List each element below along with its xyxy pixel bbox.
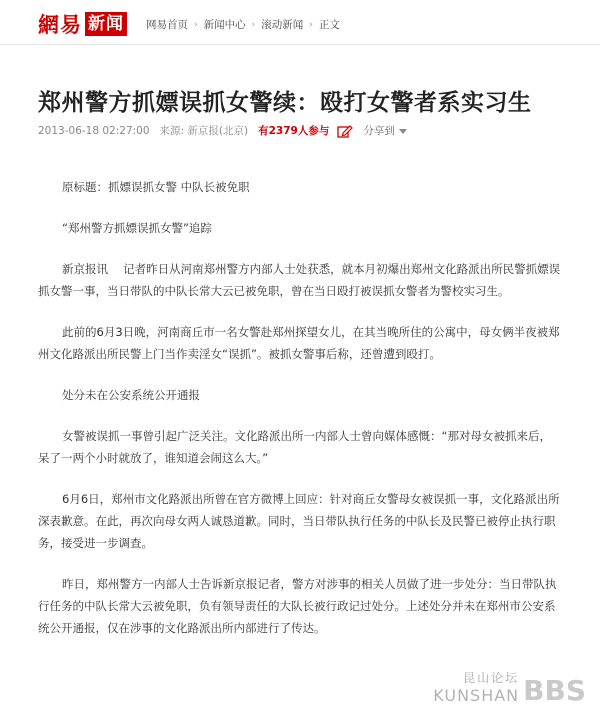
article-meta [38, 123, 407, 138]
logo-netease: 網易 [38, 12, 82, 37]
article-title: 郑州警方抓嫖误抓女警续：殴打女警者系实习生 [38, 89, 532, 116]
netease-news-logo[interactable] [38, 9, 127, 39]
logo-news: 新闻 [85, 12, 127, 36]
article-source[interactable]: 来源: 新京报(北京) [159, 125, 249, 137]
caret-down-icon [399, 129, 407, 134]
paragraph: 6月6日，郑州市文化路派出所曾在官方微博上回应：针对商丘女警母女被误抓一事，文化路派出所深表歉意。在此，再次向母女两人诚恳道歉。同时，当日带队执行任务的中队长及民警已被停止执行职务，接受进一步调查。 [38, 492, 560, 550]
watermark-text [433, 669, 519, 705]
breadcrumb-separator: › [251, 19, 256, 30]
participant-count[interactable]: 有2379人参与 [258, 125, 330, 137]
breadcrumb-home[interactable]: 网易首页 [146, 19, 188, 31]
article-body [38, 176, 562, 658]
watermark-chinese: 昆山论坛 [463, 671, 520, 685]
forum-watermark [433, 669, 586, 705]
breadcrumb-separator: › [309, 19, 313, 30]
paragraph: 处分未在公安系统公开通报 [62, 388, 200, 402]
breadcrumb-current: 正文 [318, 19, 340, 31]
paragraph: 女警被误抓一事曾引起广泛关注。文化路派出所一内部人士曾向媒体感慨：“那对母女被抓来后，呆了一两个小时就放了，谁知道会闹这么大。” [38, 429, 551, 465]
watermark-bbs: BBS [523, 674, 586, 707]
share-label: 分享到 [363, 125, 395, 137]
pen-icon[interactable] [337, 124, 353, 138]
paragraph: “郑州警方抓嫖误抓女警”追踪 [62, 221, 212, 235]
breadcrumb-rolling-news[interactable]: 滚动新闻 [261, 19, 304, 31]
paragraph: 此前的6月3日晚，河南商丘市一名女警赴郑州探望女儿，在其当晚所住的公寓中，母女俩半夜被郑州文化路派出所民警上门当作卖淫女“误抓”。被抓女警事后称，还曾遭到殴打。 [38, 325, 560, 361]
publish-time: 2013-06-18 02:27:00 [38, 124, 150, 137]
breadcrumb-separator: › [194, 19, 198, 30]
share-button[interactable] [363, 123, 407, 138]
site-header [0, 0, 600, 45]
watermark-english: KUNSHAN [433, 686, 520, 705]
paragraph: 原标题：抓嫖误抓女警 中队长被免职 [62, 180, 250, 194]
paragraph: 昨日，郑州警方一内部人士告诉新京报记者，警方对涉事的相关人员做了进一步处分：当日带队执行任务的中队长常大云被免职，负有领导责任的大队长被行政记过处分。上述处分并未在郑州市公安系统公开通报，仅在涉事的文化路派出所内部进行了传达。 [38, 577, 557, 635]
breadcrumb-news-center[interactable]: 新闻中心 [203, 19, 246, 31]
breadcrumb [146, 17, 340, 32]
paragraph: 新京报讯 记者昨日从河南郑州警方内部人士处获悉，就本月初爆出郑州文化路派出所民警抓嫖误抓女警一事，当日带队的中队长常大云已被免职，曾在当日殴打被误抓女警者为警校实习生。 [38, 262, 561, 298]
